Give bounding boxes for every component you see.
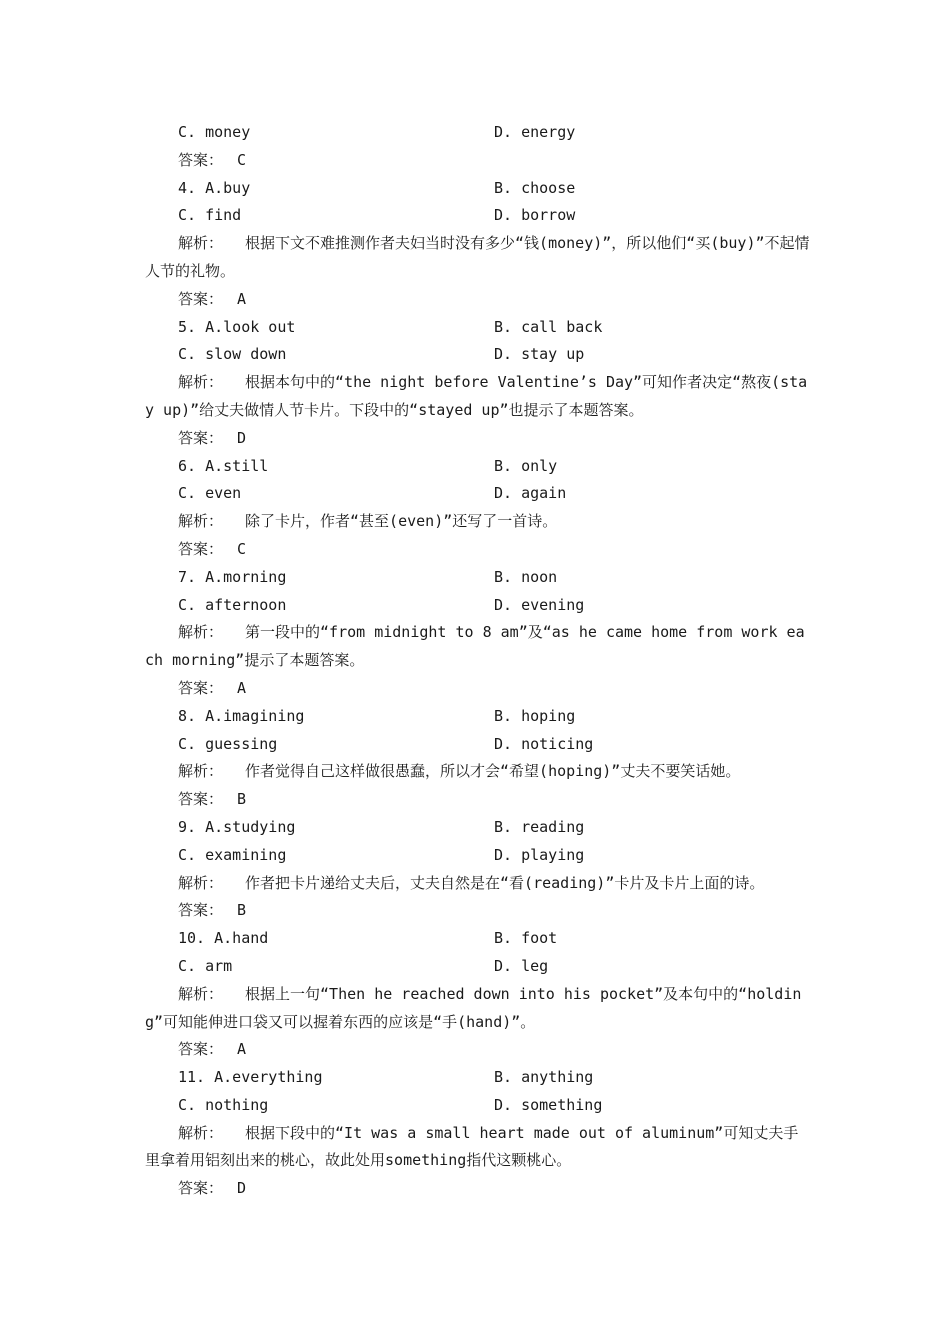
answer-line <box>145 897 810 925</box>
options-row <box>145 453 810 481</box>
option-b: B. call back <box>494 317 603 336</box>
analysis-text: 作者把卡片递给丈夫后，丈夫自然是在“看(reading)”卡片及卡片上面的诗。 <box>245 873 765 892</box>
analysis-paragraph <box>145 1120 810 1176</box>
options-row <box>145 925 810 953</box>
answer-line <box>145 675 810 703</box>
analysis-text: 根据下段中的“It was a small heart made out of aluminum”可知丈夫手里拿着用铝刻出来的桃心，故此处用something指代这颗桃心。 <box>145 1123 799 1170</box>
analysis-text: 除了卡片，作者“甚至(even)”还写了一首诗。 <box>245 512 558 531</box>
answer-value: C <box>237 539 247 558</box>
option-c: C. find <box>178 206 242 225</box>
analysis-text: 根据本句中的“the night before Valentine’s Day”可知作者决定“熬夜(stay up)”给丈夫做情人节卡片。下段中的“stayed up”也提示了本题答案。 <box>145 373 808 419</box>
answer-line <box>145 1036 810 1064</box>
option-a: 4. A.buy <box>178 178 251 197</box>
options-row <box>145 175 810 203</box>
options-row <box>145 731 810 759</box>
option-d: D. something <box>494 1095 603 1114</box>
option-d: D. leg <box>494 956 549 975</box>
option-c: C. guessing <box>178 734 278 753</box>
option-d: D. again <box>494 484 567 503</box>
answer-line <box>145 147 810 175</box>
option-d: D. playing <box>494 845 585 864</box>
options-row <box>145 202 810 230</box>
analysis-paragraph <box>145 619 810 675</box>
option-b: B. hoping <box>494 706 576 725</box>
analysis-text: 作者觉得自己这样做很愚蠢，所以才会“希望(hoping)”丈夫不要笑话她。 <box>245 762 741 781</box>
options-row <box>145 1064 810 1092</box>
option-b: B. foot <box>494 929 558 948</box>
option-a: 9. A.studying <box>178 817 296 836</box>
answer-value: C <box>237 150 247 169</box>
option-c: C. even <box>178 484 242 503</box>
answer-label: 答案： <box>178 901 224 920</box>
option-d: D. borrow <box>494 206 576 225</box>
answer-line <box>145 286 810 314</box>
analysis-label: 解析： <box>178 984 224 1003</box>
analysis-label: 解析： <box>178 1123 224 1142</box>
option-c: C. arm <box>178 956 233 975</box>
options-row <box>145 953 810 981</box>
option-b: B. noon <box>494 567 558 586</box>
option-a: 6. A.still <box>178 456 269 475</box>
analysis-paragraph <box>145 369 810 425</box>
options-row <box>145 592 810 620</box>
option-d: D. noticing <box>494 734 594 753</box>
options-row <box>145 1092 810 1120</box>
analysis-paragraph <box>145 981 810 1037</box>
options-row <box>145 314 810 342</box>
analysis-label: 解析： <box>178 762 224 781</box>
option-a: 8. A.imagining <box>178 706 305 725</box>
options-row <box>145 480 810 508</box>
answer-label: 答案： <box>178 289 224 308</box>
options-row <box>145 703 810 731</box>
analysis-label: 解析： <box>178 234 224 253</box>
answer-value: A <box>237 289 247 308</box>
answer-value: D <box>237 1179 247 1198</box>
options-row <box>145 341 810 369</box>
option-d: D. energy <box>494 123 576 141</box>
option-b: B. reading <box>494 817 585 836</box>
option-a: 7. A.morning <box>178 567 287 586</box>
option-b: B. only <box>494 456 558 475</box>
answer-value: D <box>237 428 247 447</box>
option-d: D. evening <box>494 595 585 614</box>
analysis-paragraph <box>145 508 810 536</box>
analysis-text: 根据上一句“Then he reached down into his pocket”及本句中的“holding”可知能伸进口袋又可以握着东西的应该是“手(hand)”。 <box>145 984 802 1031</box>
option-a: 5. A.look out <box>178 317 296 336</box>
answer-line <box>145 536 810 564</box>
options-row <box>145 564 810 592</box>
analysis-label: 解析： <box>178 623 224 642</box>
analysis-paragraph <box>145 870 810 898</box>
answer-label: 答案： <box>178 790 224 809</box>
option-c: C. slow down <box>178 345 287 364</box>
answer-label: 答案： <box>178 150 224 169</box>
analysis-paragraph <box>145 758 810 786</box>
option-a: 11. A.everything <box>178 1068 323 1087</box>
answer-label: 答案： <box>178 539 224 558</box>
answer-line <box>145 1175 810 1203</box>
option-c: C. examining <box>178 845 287 864</box>
answer-value: A <box>237 678 247 697</box>
analysis-label: 解析： <box>178 373 224 392</box>
option-b: B. choose <box>494 178 576 197</box>
option-c: C. money <box>178 123 251 141</box>
option-a: 10. A.hand <box>178 929 269 948</box>
options-row <box>145 814 810 842</box>
answer-label: 答案： <box>178 678 224 697</box>
analysis-text: 根据下文不难推测作者夫妇当时没有多少“钱(money)”，所以他们“买(buy)”不起情人节的礼物。 <box>145 234 810 280</box>
analysis-text: 第一段中的“from midnight to 8 am”及“as he came home from work each morning”提示了本题答案。 <box>145 623 805 670</box>
answer-label: 答案： <box>178 1040 224 1059</box>
option-d: D. stay up <box>494 345 585 364</box>
answer-line <box>145 786 810 814</box>
answer-key <box>145 119 810 1203</box>
answer-value: A <box>237 1040 247 1059</box>
analysis-paragraph <box>145 230 810 286</box>
analysis-label: 解析： <box>178 873 224 892</box>
analysis-label: 解析： <box>178 512 224 531</box>
options-row <box>145 119 810 147</box>
answer-label: 答案： <box>178 428 224 447</box>
answer-value: B <box>237 790 247 809</box>
option-b: B. anything <box>494 1068 594 1087</box>
options-row <box>145 842 810 870</box>
answer-line <box>145 425 810 453</box>
option-c: C. afternoon <box>178 595 287 614</box>
answer-label: 答案： <box>178 1179 224 1198</box>
option-c: C. nothing <box>178 1095 269 1114</box>
answer-value: B <box>237 901 247 920</box>
